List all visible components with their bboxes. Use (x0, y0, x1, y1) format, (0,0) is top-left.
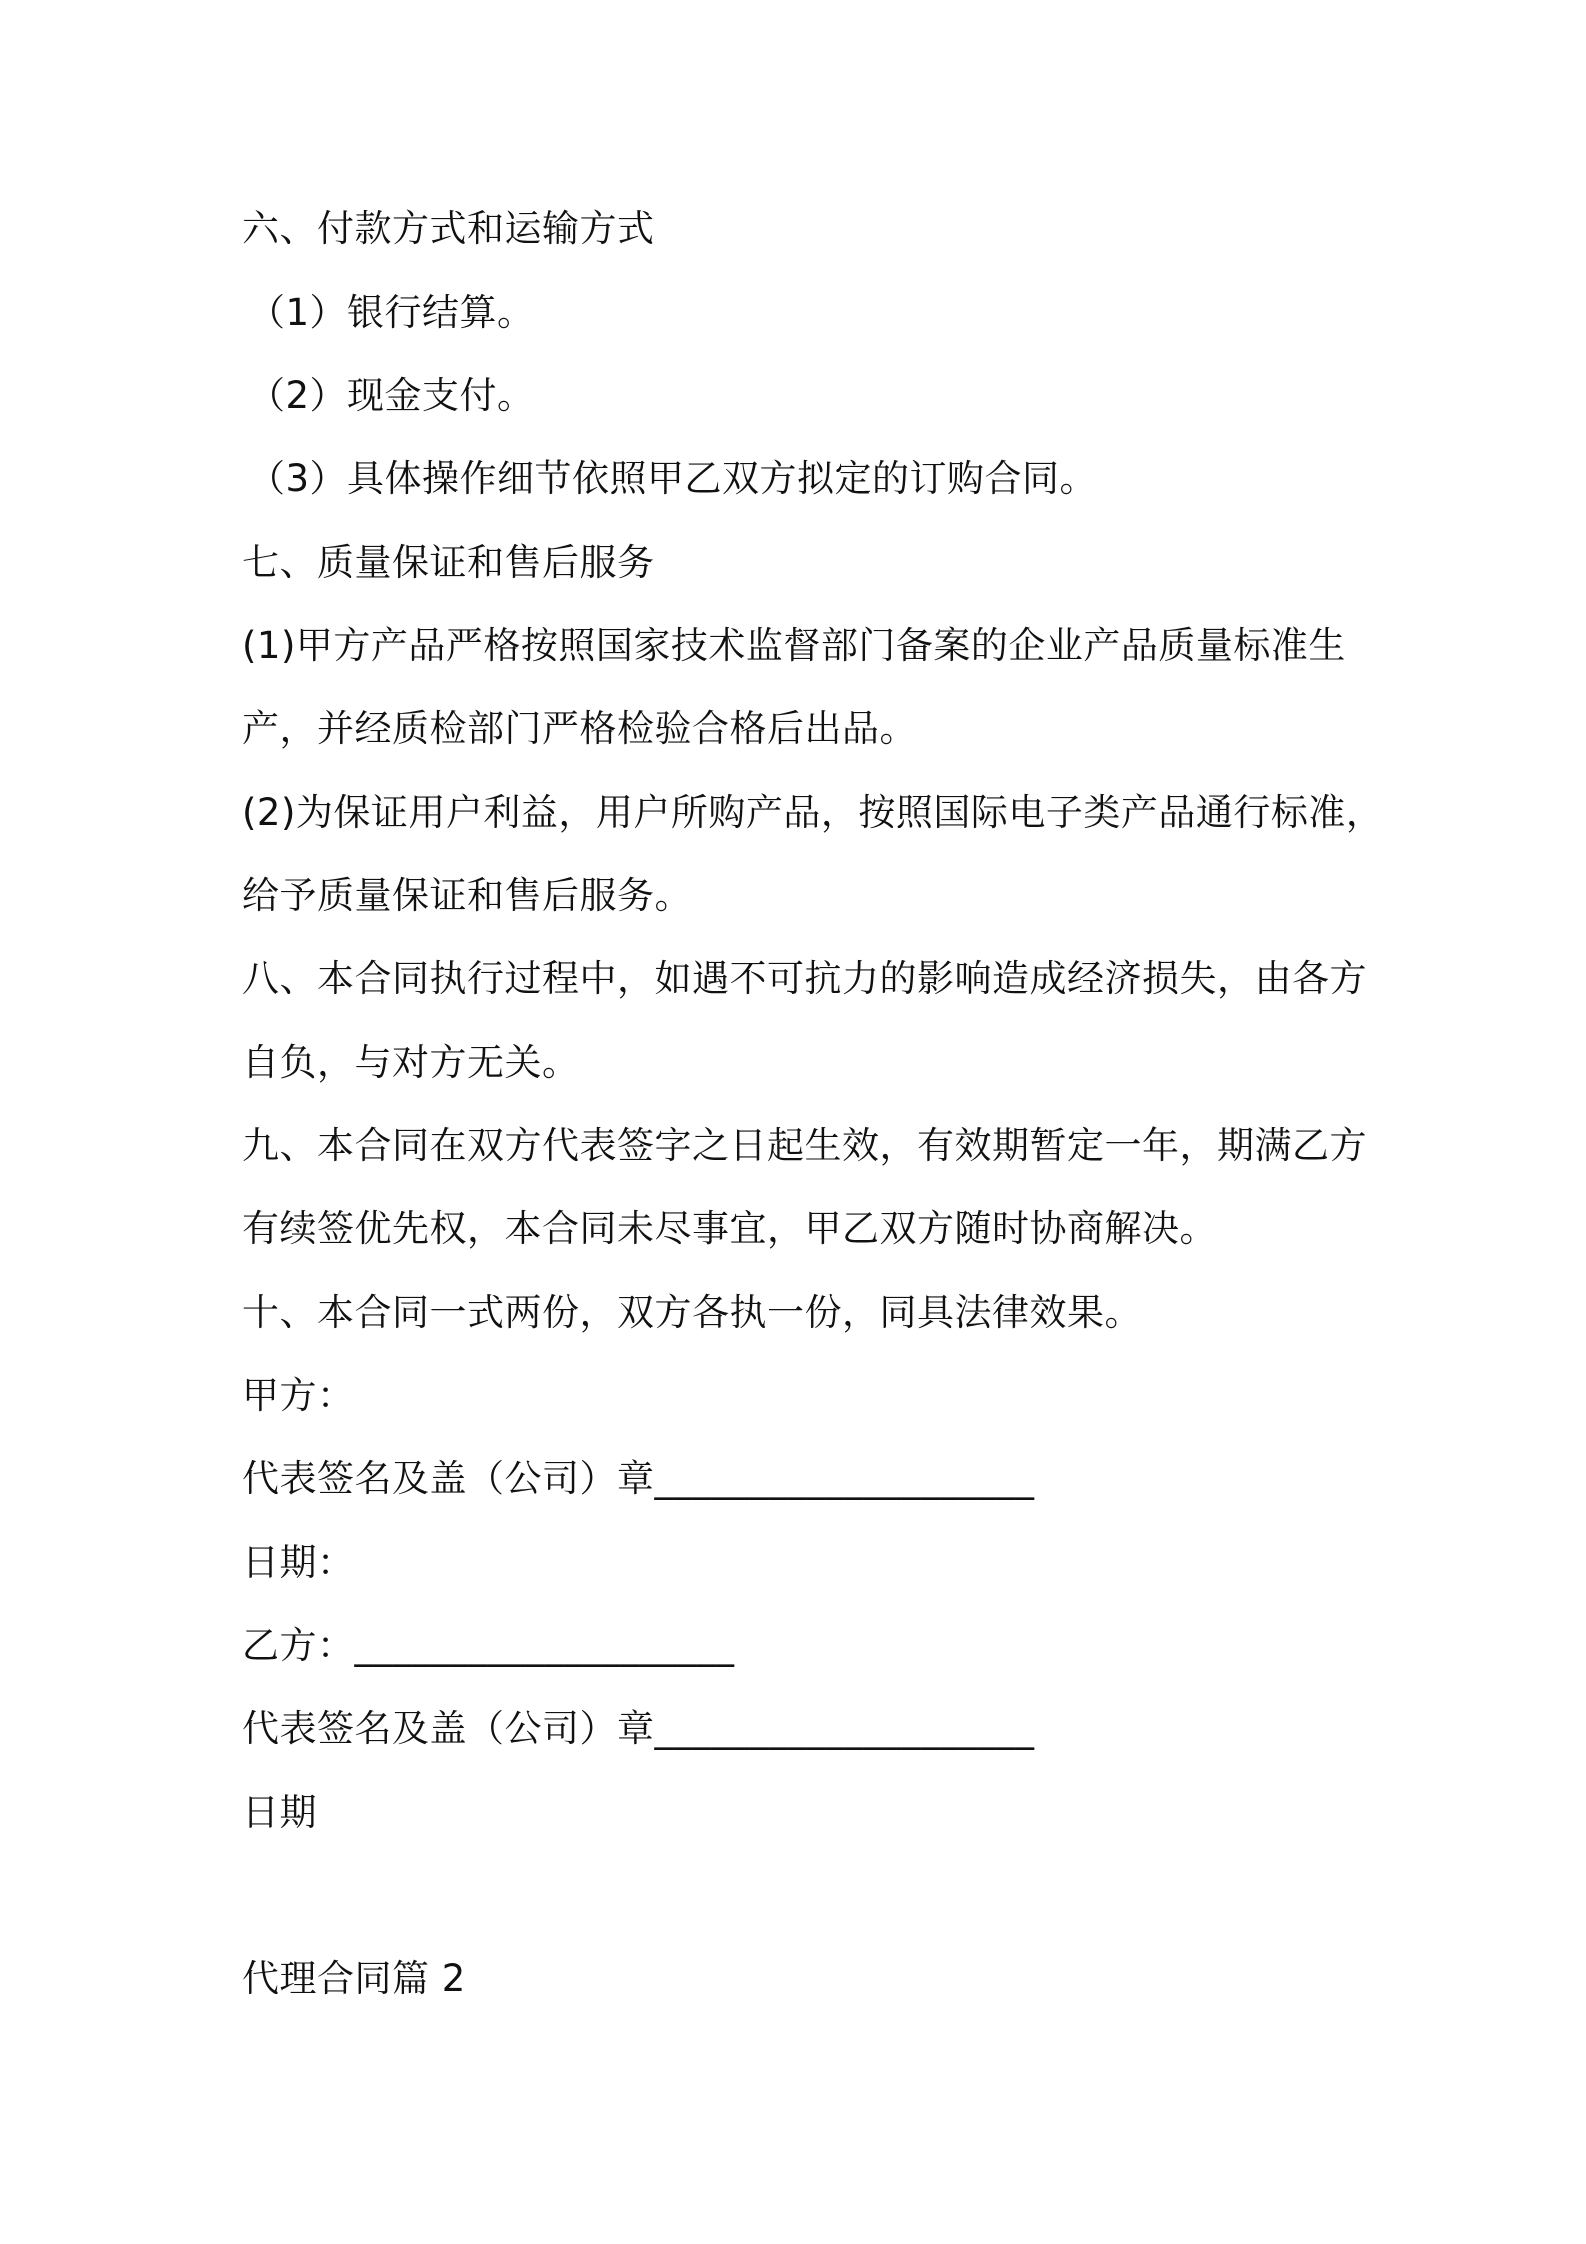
party-b-signature-line: 代表签名及盖（公司）章____________________ (242, 1707, 1035, 1750)
party-a-label: 甲方： (242, 1374, 355, 1417)
section-8-line-2: 自负，与对方无关。 (242, 1041, 580, 1084)
section-7-para-1-line-1: (1)甲方产品严格按照国家技术监督部门备案的企业产品质量标准生 (242, 624, 1346, 667)
section-7-para-2-line-1: (2)为保证用户利益，用户所购产品，按照国际电子类产品通行标准， (242, 791, 1384, 834)
section-6-item-2: （2）现金支付。 (248, 374, 535, 417)
party-a-signature-line: 代表签名及盖（公司）章____________________ (242, 1457, 1035, 1500)
section-7-para-1-line-2: 产，并经质检部门严格检验合格后出品。 (242, 707, 917, 750)
section-9-line-2: 有续签优先权，本合同未尽事宜，甲乙双方随时协商解决。 (242, 1207, 1217, 1250)
next-section-title: 代理合同篇 2 (242, 1957, 466, 2000)
section-8-line-1: 八、本合同执行过程中，如遇不可抗力的影响造成经济损失，由各方 (242, 957, 1367, 1000)
section-6-item-3: （3）具体操作细节依照甲乙双方拟定的订购合同。 (248, 457, 1098, 500)
section-6-item-1: （1）银行结算。 (248, 291, 535, 334)
section-7-para-2-line-2: 给予质量保证和售后服务。 (242, 874, 692, 917)
section-9-line-1: 九、本合同在双方代表签字之日起生效，有效期暂定一年，期满乙方 (242, 1124, 1367, 1167)
party-a-date: 日期： (242, 1541, 355, 1584)
section-10-line-1: 十、本合同一式两份，双方各执一份，同具法律效果。 (242, 1291, 1142, 1334)
party-b-date: 日期 (242, 1791, 317, 1834)
section-6-heading: 六、付款方式和运输方式 (242, 207, 655, 250)
party-b-label: 乙方：____________________ (242, 1624, 735, 1667)
section-7-heading: 七、质量保证和售后服务 (242, 541, 655, 584)
